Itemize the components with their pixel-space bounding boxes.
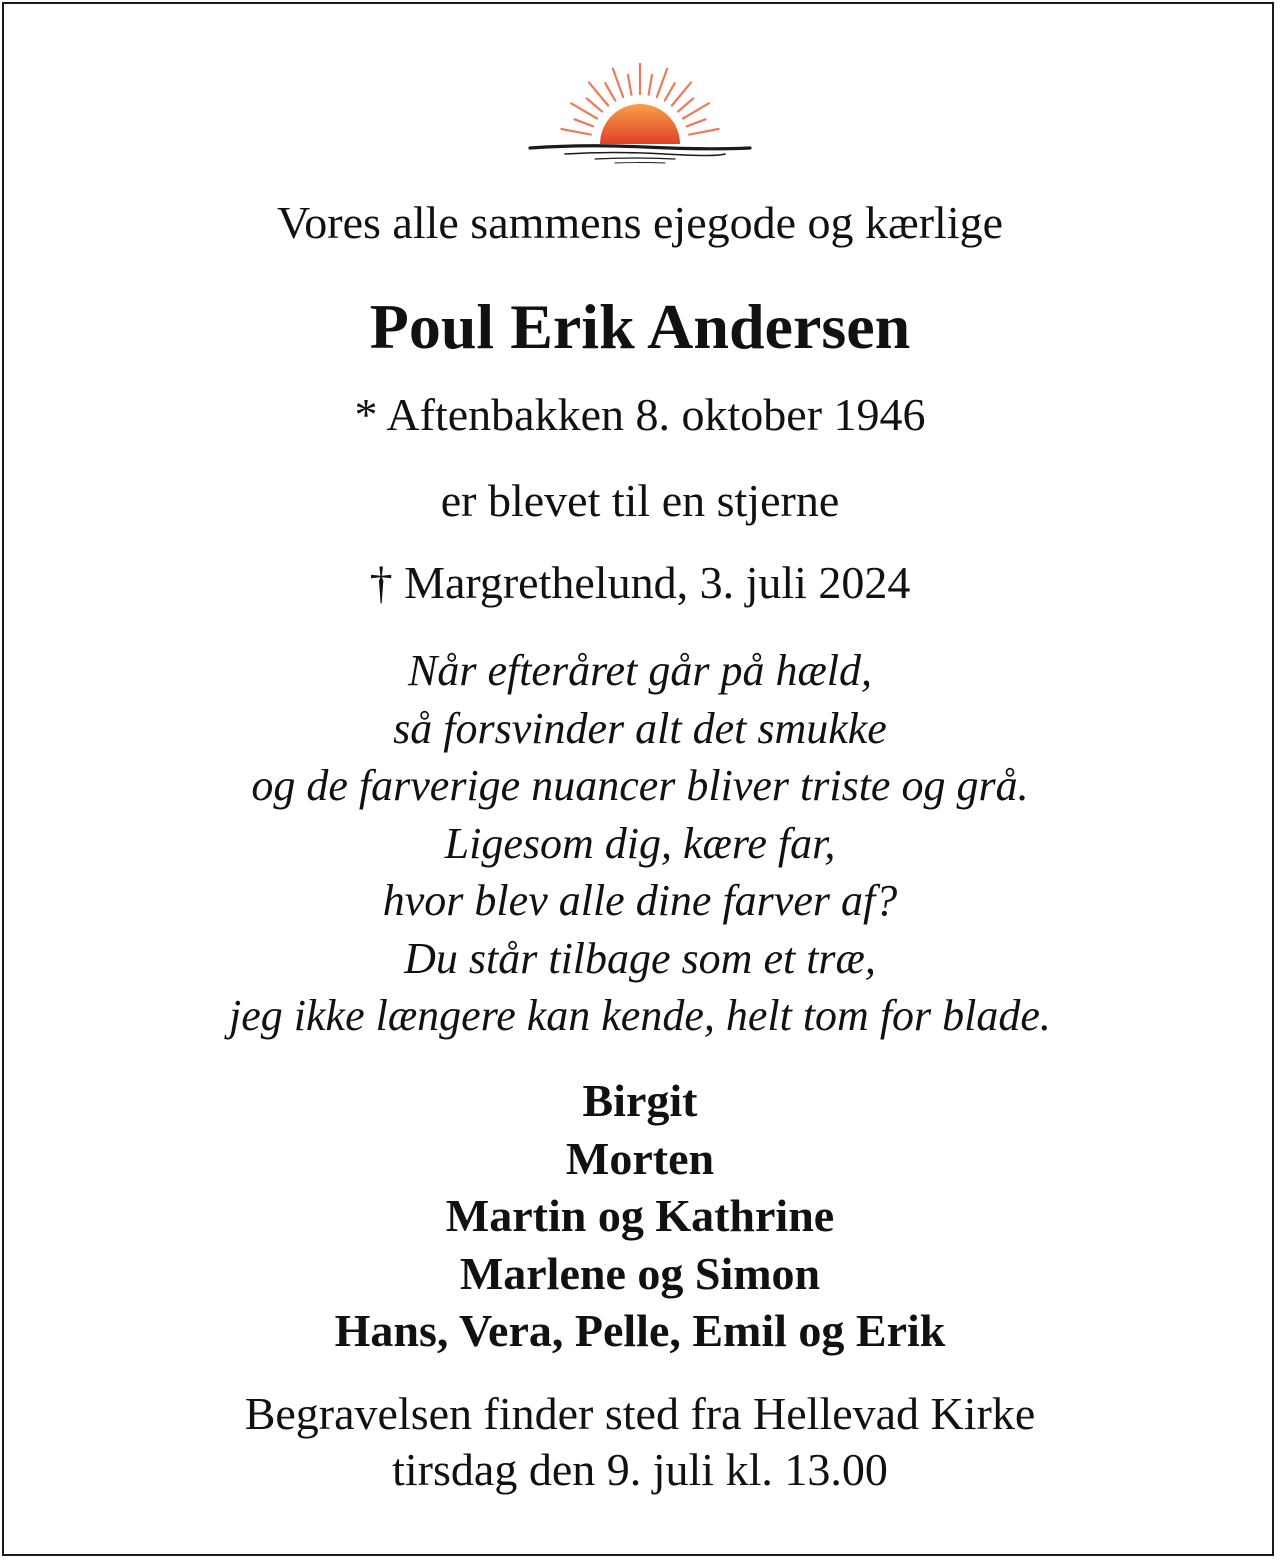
poem-line: så forsvinder alt det smukke — [393, 703, 887, 753]
sunset-icon — [525, 62, 755, 172]
memorial-poem — [0, 642, 1280, 1045]
sun-ray — [687, 119, 706, 126]
sun-ray — [657, 69, 667, 97]
sun-ray — [571, 103, 597, 118]
sun-ray — [665, 83, 675, 100]
poem-line: og de farverige nuancer bliver triste og grå. — [251, 761, 1029, 810]
funeral-line: tirsdag den 9. juli kl. 13.00 — [392, 1444, 888, 1495]
death-line: † Margrethelund, 3. juli 2024 — [369, 557, 911, 608]
sun-ray — [587, 99, 602, 112]
family-signatures — [0, 1072, 1280, 1360]
funeral-line: Begravelsen finder sted fra Hellevad Kirke — [244, 1388, 1036, 1439]
sun-ray — [628, 75, 631, 95]
intro-text: Vores alle sammens ejegode og kærlige — [276, 197, 1004, 248]
birth-line: * Aftenbakken 8. oktober 1946 — [354, 389, 926, 440]
poem-line: jeg ikke længere kan kende, helt tom for blade. — [229, 991, 1051, 1040]
sun-ray — [561, 129, 591, 135]
poem-line: Når efteråret går på hæld, — [407, 646, 873, 695]
sun-ray — [605, 83, 615, 100]
sun-ray — [575, 119, 594, 126]
sun-ray — [683, 103, 709, 118]
became-star-line: er blevet til en stjerne — [440, 475, 840, 526]
family-member: Morten — [565, 1132, 715, 1184]
family-member: Marlene og Simon — [459, 1247, 821, 1299]
family-member: Birgit — [582, 1075, 698, 1126]
deceased-name: Poul Erik Andersen — [369, 291, 911, 362]
poem-line: hvor blev alle dine farver af? — [382, 876, 898, 925]
family-member: Hans, Vera, Pelle, Emil og Erik — [334, 1305, 946, 1356]
sun-ray — [689, 129, 719, 135]
funeral-info — [0, 1386, 1280, 1498]
family-member: Martin og Kathrine — [445, 1190, 835, 1241]
poem-line: Du står tilbage som et træ, — [404, 933, 876, 983]
poem-line: Ligesom dig, kære far, — [444, 818, 836, 868]
sun-ray — [678, 99, 693, 112]
sun-ray — [613, 69, 623, 97]
sun-ray — [649, 75, 652, 95]
